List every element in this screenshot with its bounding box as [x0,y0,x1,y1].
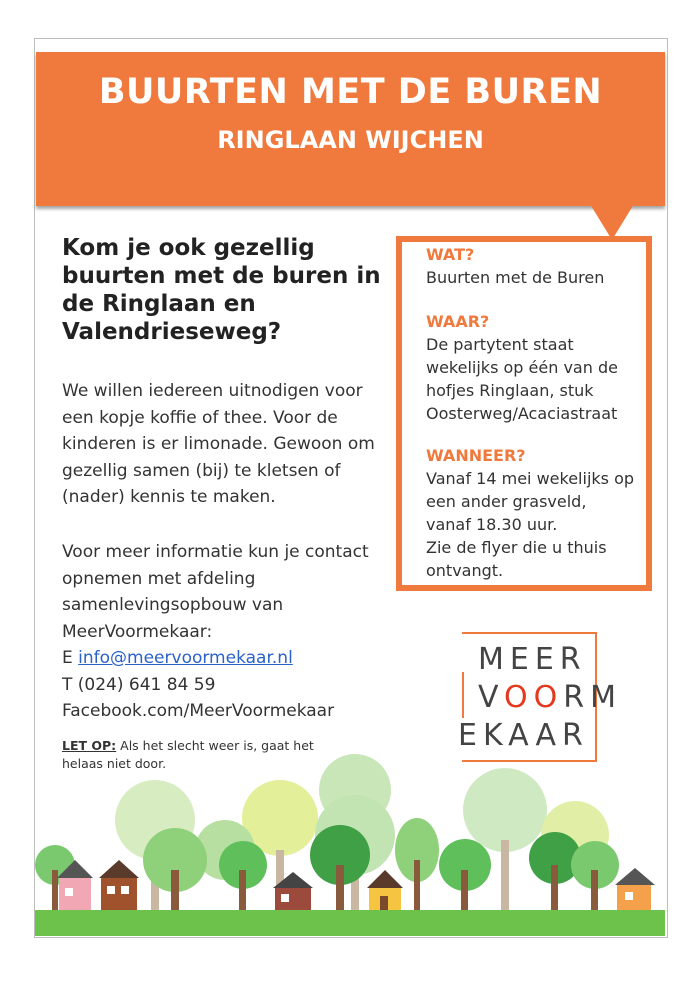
logo-rm: RM [563,680,622,715]
logo-oo: OO [504,680,564,715]
info-box [396,236,652,591]
contact-block [62,539,382,725]
main-heading: Kom je ook gezellig buurten met de buren in de Ringlaan en Valendrieseweg? [62,235,381,345]
logo-frame-left [462,672,464,718]
contact-email-line [62,645,382,672]
waar-label: WAAR? [426,312,490,331]
email-prefix: E [62,648,73,668]
contact-facebook: Facebook.com/MeerVoormekaar [62,701,335,721]
village-illustration [35,740,665,936]
waar-text: De partytent staat wekelijks op één van de hofjes Ringlaan, stuk Oosterweg/Acaciastraat [426,335,618,423]
wanneer-note: Zie de flyer die u thuis ontvangt. [426,538,607,580]
logo-row-3: EKAAR [458,718,589,753]
banner-subtitle: RINGLAAN WIJCHEN [217,126,484,154]
logo-row-1: MEER [478,642,587,677]
intro-text: We willen iedereen uitnodigen voor een kopje koffie of thee. Voor de kinderen is er limonade. Gewoon om gezellig samen (bij) te kletsen of (nader) kennis te maken. [62,381,375,507]
email-link[interactable]: info@meervoormekaar.nl [78,648,293,668]
wanneer-label: WANNEER? [426,446,526,465]
logo-row-2 [478,680,622,715]
note-text: Als het slecht weer is, gaat het helaas niet door. [62,738,314,771]
wat-text: Buurten met de Buren [426,268,605,287]
banner-title: BUURTEN MET DE BUREN [98,72,603,112]
logo-frame-top [462,632,597,634]
wat-label: WAT? [426,245,475,264]
logo-v: V [478,680,504,715]
contact-intro: Voor meer informatie kun je contact opnemen met afdeling samenlevingsopbouw van MeerVoormekaar: [62,542,369,642]
wanneer-text: Vanaf 14 mei wekelijks op een ander grasveld, vanaf 18.30 uur. [426,469,635,534]
banner-pointer [590,204,634,240]
grass-strip [35,910,665,936]
header-banner [36,52,665,206]
contact-phone: T (024) 641 84 59 [62,674,216,695]
note-label: LET OP: [62,738,117,753]
